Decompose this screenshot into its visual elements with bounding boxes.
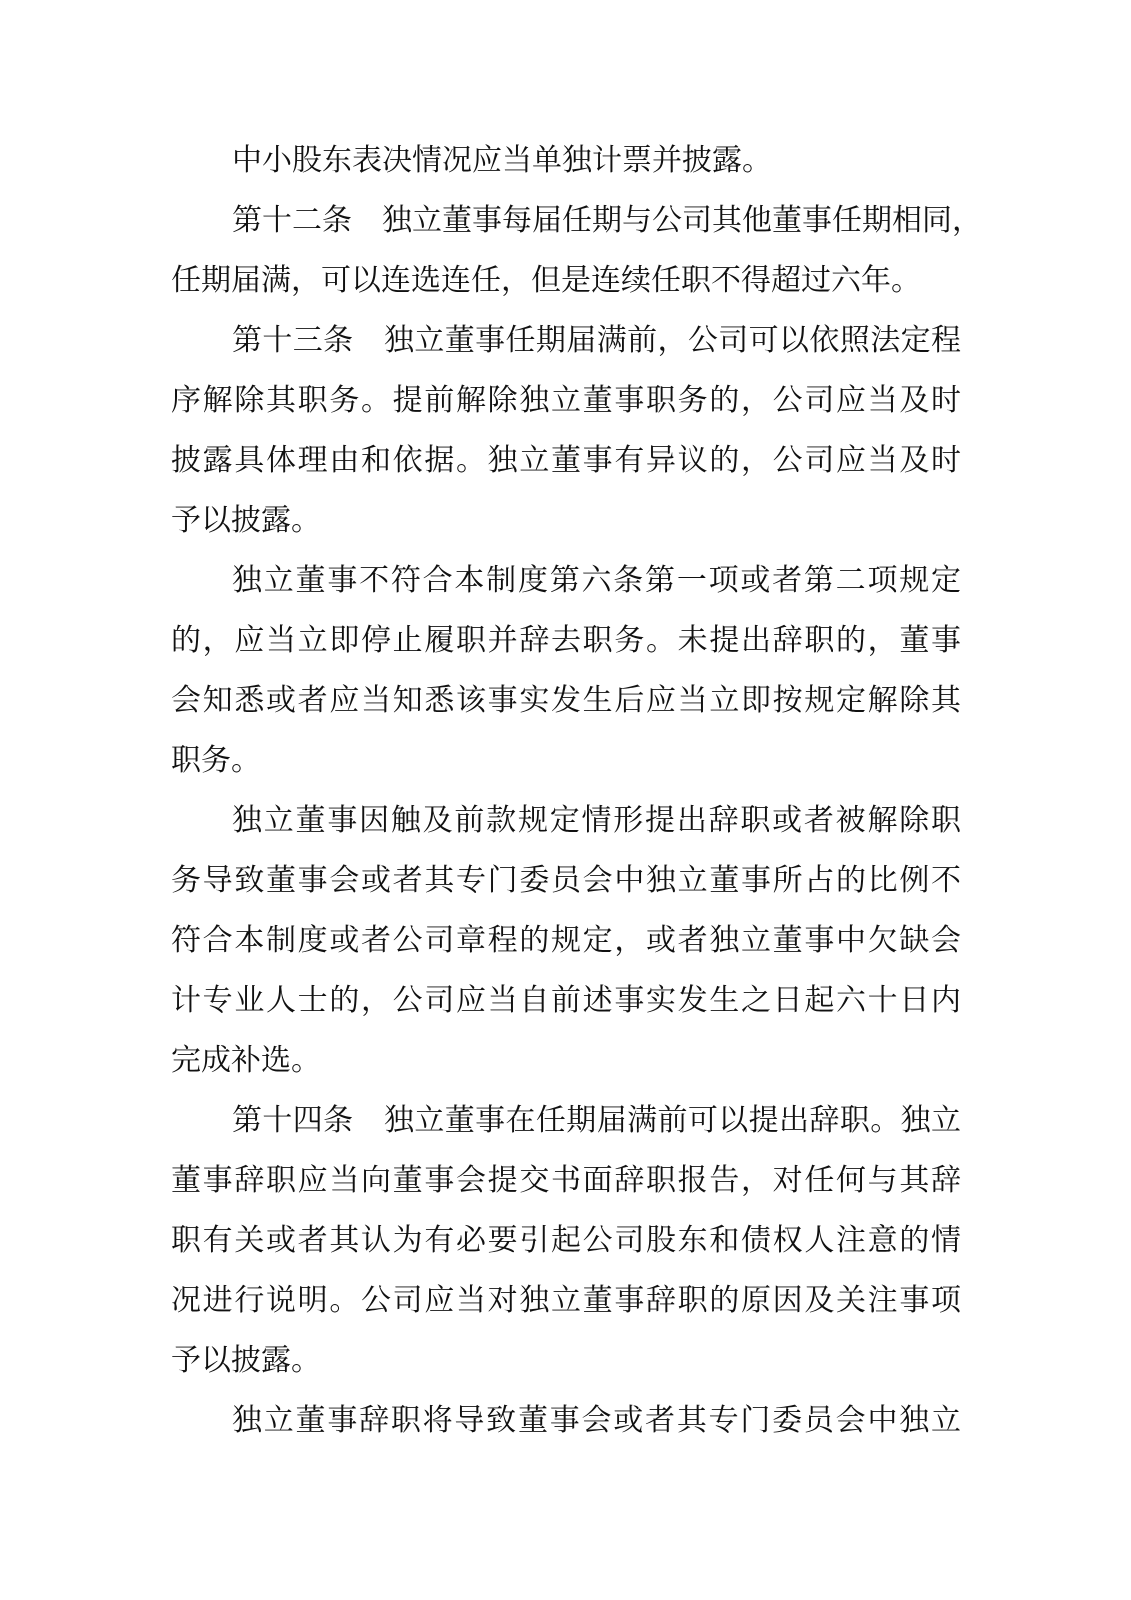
- text-line: 会知悉或者应当知悉该事实发生后应当立即按规定解除其: [171, 684, 961, 717]
- text-line: 第十二条 独立董事每届任期与公司其他董事任期相同，: [232, 204, 982, 237]
- text-line: 计专业人士的，公司应当自前述事实发生之日起六十日内: [171, 984, 961, 1017]
- text-line: 予以披露。: [171, 504, 321, 537]
- document-body: [171, 131, 982, 1451]
- text-line: 任期届满，可以连选连任，但是连续任职不得超过六年。: [171, 264, 921, 297]
- text-line: 独立董事辞职将导致董事会或者其专门委员会中独立: [232, 1404, 961, 1437]
- text-line: 独立董事因触及前款规定情形提出辞职或者被解除职: [232, 804, 961, 837]
- text-line: 况进行说明。公司应当对独立董事辞职的原因及关注事项: [171, 1284, 961, 1317]
- text-line: 符合本制度或者公司章程的规定，或者独立董事中欠缺会: [171, 924, 961, 957]
- text-line: 完成补选。: [171, 1044, 321, 1077]
- text-line: 职有关或者其认为有必要引起公司股东和债权人注意的情: [171, 1224, 961, 1257]
- text-line: 职务。: [171, 744, 261, 777]
- text-line: 董事辞职应当向董事会提交书面辞职报告，对任何与其辞: [171, 1164, 961, 1197]
- text-line: 第十四条 独立董事在任期届满前可以提出辞职。独立: [232, 1104, 961, 1137]
- text-line: 第十三条 独立董事任期届满前，公司可以依照法定程: [232, 324, 961, 357]
- text-line: 务导致董事会或者其专门委员会中独立董事所占的比例不: [171, 864, 961, 897]
- text-line: 的，应当立即停止履职并辞去职务。未提出辞职的，董事: [171, 624, 961, 657]
- text-line: 独立董事不符合本制度第六条第一项或者第二项规定: [232, 564, 961, 597]
- text-line: 予以披露。: [171, 1344, 321, 1377]
- text-line: 序解除其职务。提前解除独立董事职务的，公司应当及时: [171, 384, 961, 417]
- text-line: 披露具体理由和依据。独立董事有异议的，公司应当及时: [171, 444, 961, 477]
- text-line: 中小股东表决情况应当单独计票并披露。: [232, 144, 772, 177]
